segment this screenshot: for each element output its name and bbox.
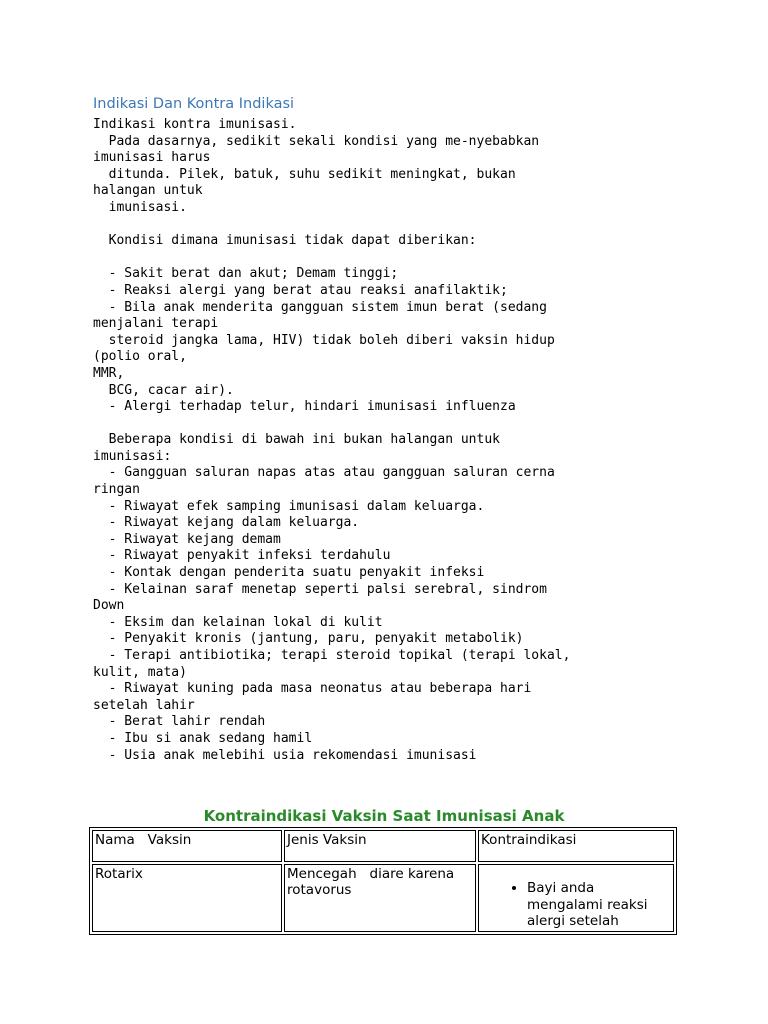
body-line bbox=[93, 416, 570, 433]
body-line: - Riwayat penyakit infeksi terdahulu bbox=[93, 548, 391, 564]
body-text bbox=[93, 117, 570, 764]
body-line: kulit, mata) bbox=[93, 664, 187, 680]
body-line: imunisasi: bbox=[93, 448, 172, 464]
body-line: - Bila anak menderita gangguan sistem imun berat (sedang bbox=[93, 299, 547, 315]
section-heading: Indikasi Dan Kontra Indikasi bbox=[93, 96, 295, 112]
cell-kontraindikasi bbox=[478, 864, 674, 932]
body-line: (polio oral, bbox=[93, 349, 187, 365]
body-line bbox=[93, 217, 570, 234]
header-jenis-vaksin: Jenis Vaksin bbox=[284, 830, 476, 862]
body-line: imunisasi. bbox=[93, 199, 187, 215]
table-row bbox=[92, 864, 674, 932]
body-line: Indikasi kontra imunisasi. bbox=[93, 117, 297, 132]
body-line: MMR, bbox=[93, 365, 125, 381]
body-line: ditunda. Pilek, batuk, suhu sedikit meningkat, bukan bbox=[93, 166, 516, 182]
list-item: • Bayi anda mengalami reaksi alergi setelah bbox=[527, 880, 671, 930]
body-line: - Riwayat kuning pada masa neonatus atau beberapa hari bbox=[93, 681, 532, 697]
body-line: - Gangguan saluran napas atas atau gangguan saluran cerna bbox=[93, 465, 555, 481]
body-line: - Kelainan saraf menetap seperti palsi serebral, sindrom bbox=[93, 581, 547, 597]
body-line: - Terapi antibiotika; terapi steroid topikal (terapi lokal, bbox=[93, 648, 571, 663]
body-line: Pada dasarnya, sedikit sekali kondisi yang me-nyebabkan bbox=[93, 133, 540, 149]
body-line: Beberapa kondisi di bawah ini bukan halangan untuk bbox=[93, 432, 500, 448]
cell-nama: Rotarix bbox=[92, 864, 282, 932]
body-line: Down bbox=[93, 598, 125, 614]
body-line: - Kontak dengan penderita suatu penyakit infeksi bbox=[93, 565, 485, 581]
cell-jenis: Mencegah diare karena rotavorus bbox=[284, 864, 476, 932]
body-line: - Ibu si anak sedang hamil bbox=[93, 730, 313, 746]
body-line: menjalani terapi bbox=[93, 316, 219, 332]
table-title: Kontraindikasi Vaksin Saat Imunisasi Anak bbox=[203, 807, 565, 825]
body-line: - Eksim dan kelainan lokal di kulit bbox=[93, 614, 383, 630]
body-line: - Usia anak melebihi usia rekomendasi imunisasi bbox=[93, 747, 477, 763]
header-kontraindikasi: Kontraindikasi bbox=[478, 830, 674, 862]
body-line: steroid jangka lama, HIV) tidak boleh diberi vaksin hidup bbox=[93, 332, 555, 348]
body-line: - Berat lahir rendah bbox=[93, 714, 266, 730]
table-header-row bbox=[92, 830, 674, 862]
body-line: - Alergi terhadap telur, hindari imunisasi influenza bbox=[93, 399, 516, 415]
body-line: - Riwayat kejang dalam keluarga. bbox=[93, 515, 360, 531]
body-line: - Sakit berat dan akut; Demam tinggi; bbox=[93, 266, 399, 282]
body-line: imunisasi harus bbox=[93, 150, 211, 166]
vaccine-table bbox=[89, 827, 677, 935]
body-line: halangan untuk bbox=[93, 183, 203, 199]
body-line: - Riwayat kejang demam bbox=[93, 531, 281, 547]
body-line: BCG, cacar air). bbox=[93, 382, 234, 398]
body-line: - Penyakit kronis (jantung, paru, penyakit metabolik) bbox=[93, 631, 524, 647]
body-line bbox=[93, 250, 570, 267]
body-line: setelah lahir bbox=[93, 697, 195, 713]
body-line: Kondisi dimana imunisasi tidak dapat diberikan: bbox=[93, 233, 477, 249]
body-line: - Reaksi alergi yang berat atau reaksi anafilaktik; bbox=[93, 282, 508, 298]
body-line: ringan bbox=[93, 482, 140, 498]
header-nama-vaksin: Nama Vaksin bbox=[92, 830, 282, 862]
body-line: - Riwayat efek samping imunisasi dalam keluarga. bbox=[93, 498, 485, 514]
